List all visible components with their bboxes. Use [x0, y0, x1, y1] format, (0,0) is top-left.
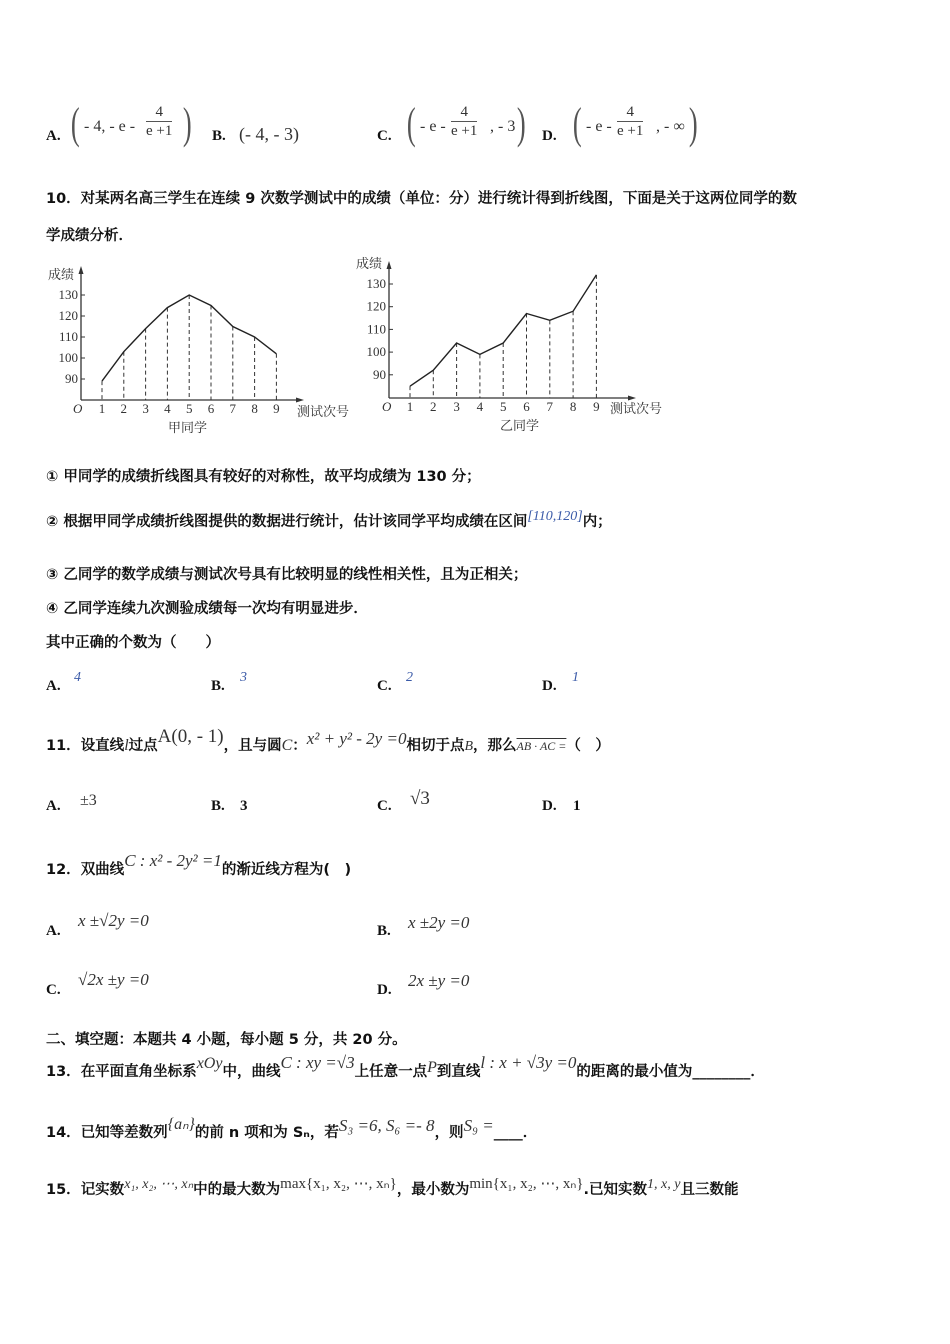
q11-stem: 11．设直线l过点A(0, - 1)，且与圆C：x² + y² - 2y =0相切于点B，那么AB · AC =（ ） — [46, 726, 610, 754]
q12-stem: 12．双曲线C : x² - 2y² =1的渐近线方程为( ) — [46, 851, 352, 878]
interval-110-120: [110,120] — [527, 509, 583, 524]
svg-text:O: O — [73, 401, 83, 416]
q10-statement-2: ② 根据甲同学成绩折线图提供的数据进行统计，估计该同学平均成绩在区间[110,120]内； — [46, 509, 612, 530]
svg-text:120: 120 — [366, 298, 386, 314]
q10-option-c-value: 2 — [406, 670, 413, 685]
chart-yi — [350, 250, 680, 440]
q11-option-b-value: 3 — [240, 798, 248, 814]
q9-option-d-expr-right: , - ∞ — [656, 118, 685, 135]
q10-statement-1: ① 甲同学的成绩折线图具有较好的对称性，故平均成绩为 130 分； — [46, 469, 481, 485]
q10-statement-4: ④ 乙同学连续九次测验成绩每一次均有明显进步． — [46, 601, 368, 617]
svg-text:5: 5 — [185, 401, 193, 416]
q11-options: A. ±3 B. 3 C. √3 D. 1 — [46, 788, 581, 814]
svg-text:O: O — [382, 399, 392, 414]
svg-text:2: 2 — [120, 401, 128, 416]
q12-option-b-value: x ±2y =0 — [408, 913, 470, 932]
svg-text:110: 110 — [366, 321, 386, 337]
chart-jia-axes — [81, 270, 300, 400]
q10-statement-3: ③ 乙同学的数学成绩与测试次号具有比较明显的线性相关性，且为正相关； — [46, 567, 528, 583]
svg-text:90: 90 — [65, 371, 78, 386]
svg-text:130: 130 — [58, 287, 78, 302]
svg-text:5: 5 — [499, 399, 507, 414]
svg-text:2: 2 — [430, 399, 437, 414]
chart-yi-ylabel: 成绩 — [356, 256, 383, 271]
chart-jia-ylabel: 成绩 — [48, 267, 75, 282]
svg-text:8: 8 — [569, 399, 577, 414]
chart-jia-title: 甲同学 — [168, 420, 208, 435]
svg-text:4: 4 — [164, 401, 171, 416]
q9-option-b-label: B. — [212, 128, 226, 144]
left-paren-icon: ( — [572, 99, 582, 148]
q12-option-d-value: 2x ±y =0 — [408, 971, 470, 990]
q9-option-a-fraction: $\frac{4}{e +1}$ — [146, 104, 173, 139]
q13-stem: 13．在平面直角坐标系xOy中，曲线C : xy =√3上任意一点P到直线l : x + √3y =0的距离的最小值为________． — [46, 1053, 765, 1080]
q9-option-d-label: D. — [542, 128, 557, 144]
q10-option-b-value: 3 — [240, 670, 247, 685]
q9-option-c-fraction: $\frac{4}{e +1}$ — [451, 104, 478, 139]
q9-option-c-label: C. — [377, 128, 392, 144]
q15-stem: 15．记实数x₁, x₂, ⋯, xₙ中的最大数为max{x₁, x₂, ⋯, xₙ}，最小数为min{x₁, x₂, ⋯, xₙ}.已知实数1, x, y且三数能 — [46, 1176, 739, 1198]
q9-option-a-expr: - 4, - e - — [84, 118, 136, 135]
right-paren-icon: ) — [182, 99, 192, 148]
svg-text:6: 6 — [523, 399, 530, 414]
q10-options: A. 4 B. 3 C. 2 D. 1 — [46, 670, 579, 694]
q14-stem: 14．已知等差数列{aₙ}的前 n 项和为 Sₙ，若S₃ =6, S₆ =- 8，则S₉ =____． — [46, 1116, 538, 1141]
svg-text:100: 100 — [58, 350, 78, 365]
q9-options — [46, 100, 726, 156]
section-2-heading: 二、填空题：本题共 4 小题，每小题 5 分，共 20 分。 — [46, 1032, 407, 1048]
q12-option-a-value: x ±√2y =0 — [78, 911, 149, 930]
right-paren-icon: ) — [688, 99, 698, 148]
svg-text:120: 120 — [58, 308, 78, 323]
q9-option-d-fraction: $\frac{4}{e +1}$ — [617, 104, 644, 139]
left-paren-icon: ( — [406, 99, 416, 148]
q9-option-c-expr: - e - — [420, 118, 446, 135]
svg-text:90: 90 — [373, 366, 386, 382]
svg-text:8: 8 — [251, 401, 258, 416]
chart-jia-xlabel: 测试次号 — [297, 404, 350, 419]
q12-options: A. x ±√2y =0 B. x ±2y =0 C. √2x ±y =0 D. 2x ±y =0 — [46, 911, 470, 998]
q11-option-c-value: √3 — [410, 788, 430, 809]
chart-yi-axes — [389, 265, 632, 398]
svg-text:3: 3 — [453, 399, 460, 414]
svg-text:1: 1 — [98, 401, 106, 416]
svg-text:3: 3 — [142, 401, 149, 416]
svg-text:110: 110 — [58, 329, 78, 344]
q10-stem-line2: 学成绩分析． — [46, 228, 133, 244]
right-paren-icon: ) — [516, 99, 526, 148]
q9-option-b-expr: (- 4, - 3) — [239, 124, 299, 144]
left-paren-icon: ( — [70, 99, 80, 148]
q12-option-c-value: √2x ±y =0 — [78, 970, 149, 989]
svg-text:130: 130 — [366, 276, 386, 291]
q9-option-c-expr-right: , - 3 — [490, 118, 516, 135]
svg-text:7: 7 — [546, 399, 554, 414]
q11-option-d-value: 1 — [573, 798, 581, 814]
svg-text:9: 9 — [593, 399, 600, 414]
q10-option-d-value: 1 — [572, 670, 579, 685]
svg-text:1: 1 — [406, 399, 414, 414]
q10-option-a-value: 4 — [74, 670, 81, 685]
q9-option-d-expr: - e - — [586, 118, 612, 135]
chart-jia — [40, 255, 370, 440]
q9-option-a-label: A. — [46, 128, 61, 144]
chart-yi-title: 乙同学 — [500, 418, 540, 433]
svg-text:4: 4 — [476, 399, 484, 414]
q10-stem-line1: 10．对某两名高三学生在连续 9 次数学测试中的成绩（单位：分）进行统计得到折线图，下面是关于这两位同学的数 — [46, 191, 797, 207]
q10-question: 其中正确的个数为（ ） — [46, 635, 220, 651]
svg-text:9: 9 — [273, 401, 280, 416]
svg-text:7: 7 — [229, 401, 237, 416]
chart-yi-xlabel: 测试次号 — [610, 401, 663, 416]
q11-option-a-value: ±3 — [80, 792, 97, 809]
svg-text:6: 6 — [207, 401, 215, 416]
svg-text:100: 100 — [366, 344, 386, 360]
